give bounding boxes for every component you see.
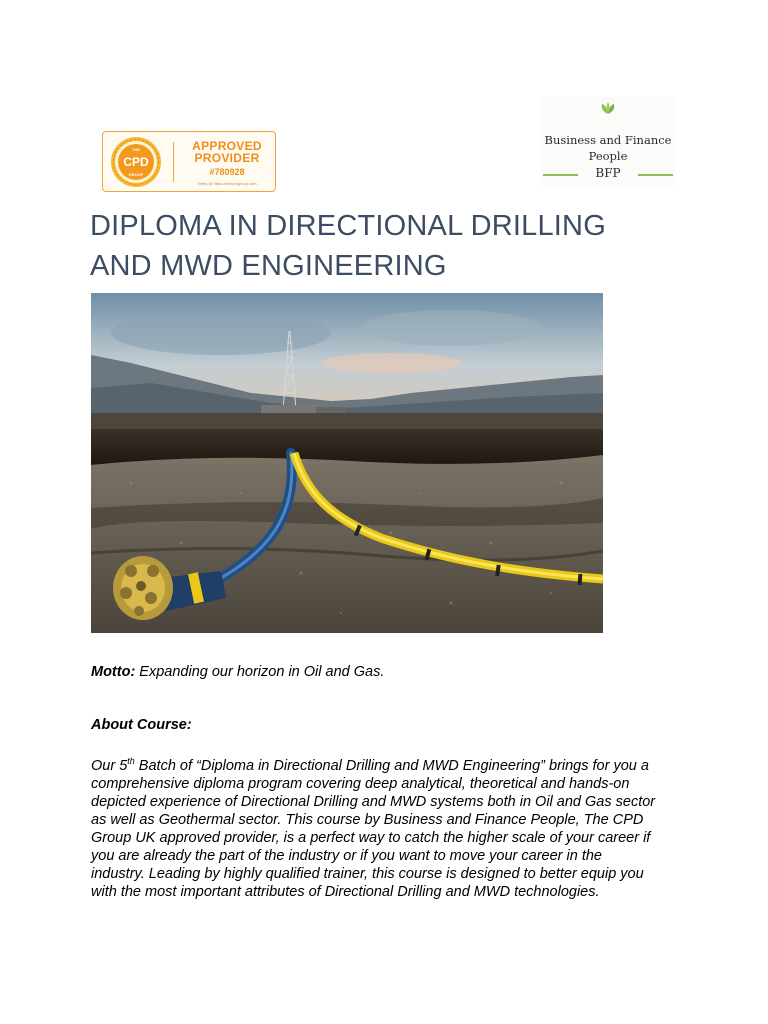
title-line-2: AND MWD ENGINEERING (90, 250, 447, 282)
about-line-4: as well as Geothermal sector. This course by Business and Finance People, The CPD (91, 811, 644, 828)
cpd-divider (173, 142, 174, 182)
bfp-name-line1: Business and Finance (544, 133, 672, 147)
about-line-2: comprehensive diploma program covering deep analytical, theoretical and hands-on (91, 775, 630, 792)
about-line-1-sup: th (127, 756, 135, 766)
bfp-name-line2: People (588, 149, 628, 163)
cpd-seal-top: THE (132, 147, 140, 152)
cpd-seal-bottom: GROUP (128, 172, 144, 177)
hero-drilling-illustration (91, 293, 603, 633)
leaf-icon (600, 101, 616, 115)
cpd-provider-number: #780928 (209, 167, 245, 177)
about-line-6: you are already the part of the industry or if you want to move your career in the (91, 847, 602, 864)
page-title (90, 206, 650, 286)
cpd-approved-label: APPROVED (192, 139, 262, 153)
about-line-3: depicted experience of Directional Drilling and MWD systems both in Oil and Gas sector (91, 793, 656, 810)
about-line-8: with the most important attributes of Directional Drilling and MWD technologies. (91, 883, 600, 900)
cpd-provider-label: PROVIDER (194, 151, 260, 165)
bfp-rule-right (638, 174, 673, 176)
about-line-5: Group UK approved provider, is a perfect way to catch the higher scale of your career if (91, 829, 651, 846)
about-line-1a: Our 5 (91, 757, 128, 774)
motto-label: Motto: (91, 664, 136, 680)
cpd-seal-icon (110, 136, 162, 188)
motto (91, 664, 384, 680)
bfp-logo (541, 97, 675, 187)
motto-text: Expanding our horizon in Oil and Gas. (135, 664, 385, 680)
about-line-1b: Batch of “Diploma in Directional Drilling and MWD Engineering” brings for you a (134, 757, 649, 774)
about-line-7: industry. Leading by highly qualified trainer, this course is designed to better equip you (91, 865, 644, 882)
title-line-1: DIPLOMA IN DIRECTIONAL DRILLING (90, 210, 606, 242)
bfp-abbreviation: BFP (595, 166, 621, 180)
cpd-seal-center: CPD (123, 155, 149, 169)
cpd-verify-text: Verify @ https://thecpdgroup.com (197, 181, 257, 186)
about-course-body (91, 752, 691, 901)
cpd-approved-provider-badge (102, 131, 276, 192)
about-line-1 (91, 752, 691, 775)
about-course-heading: About Course: (91, 717, 192, 733)
